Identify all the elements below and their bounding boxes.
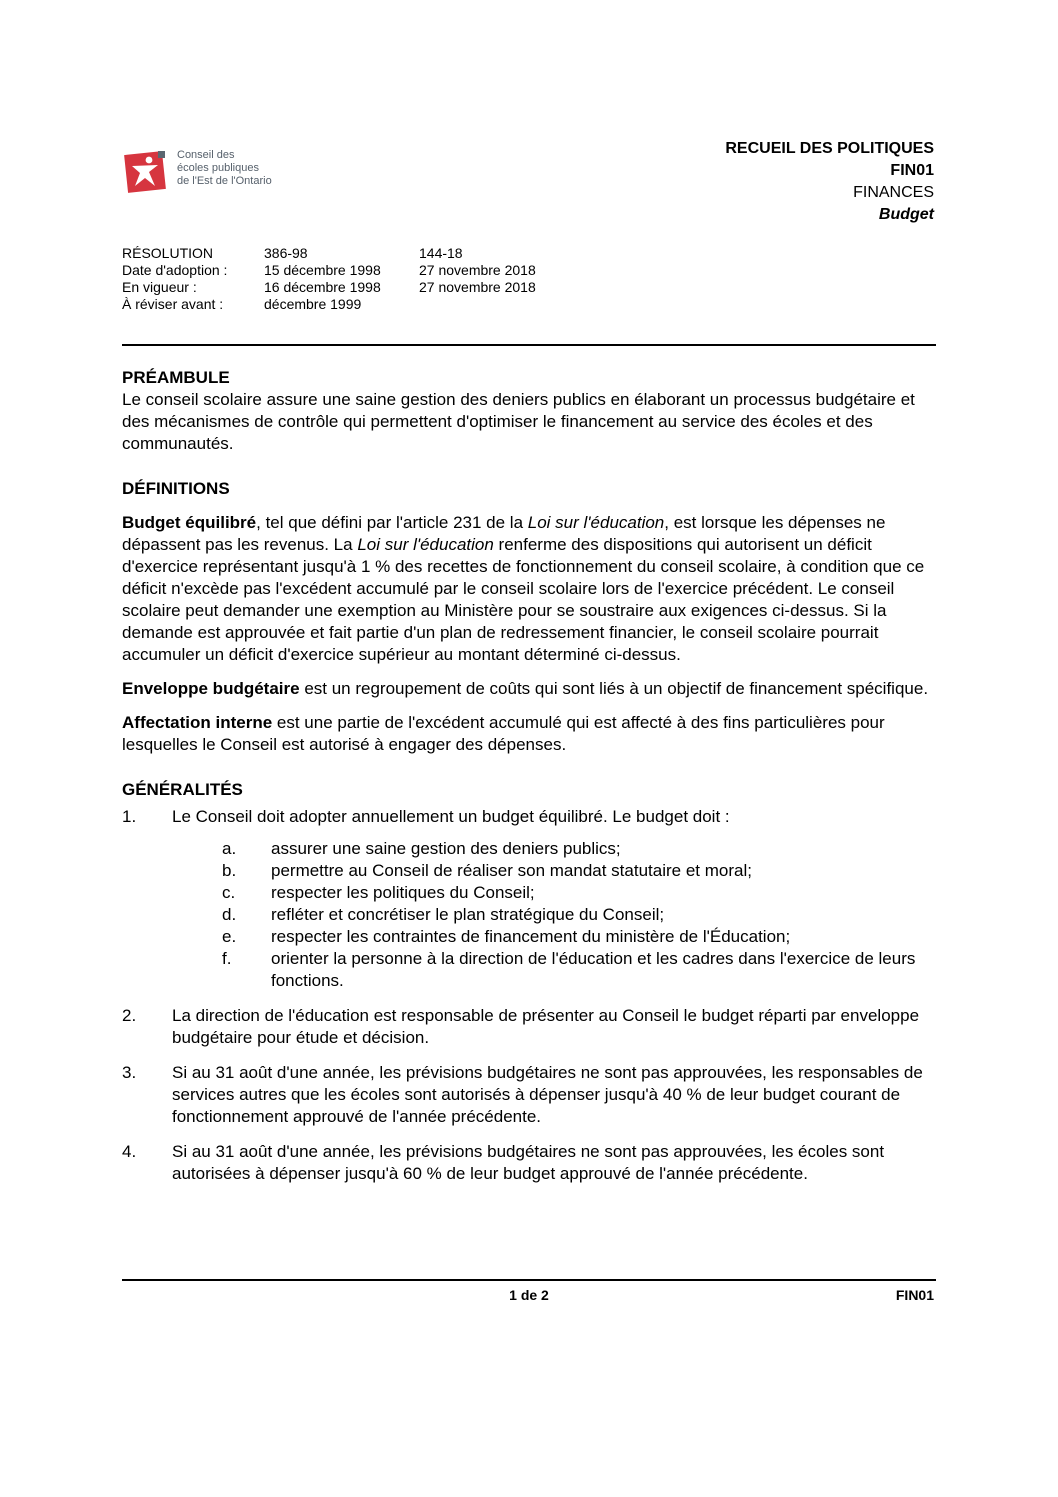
meta-label: Date d'adoption : (122, 262, 228, 278)
sub-item-letter: b. (222, 861, 237, 880)
meta-label: À réviser avant : (122, 296, 224, 312)
collection-title: RECUEIL DES POLITIQUES (725, 140, 934, 157)
sub-item (222, 948, 936, 992)
sub-item-text: assurer une saine gestion des deniers publics; (271, 839, 621, 858)
sub-item (222, 882, 936, 904)
definition-term: Affectation interne (122, 713, 273, 732)
preambule-text: Le conseil scolaire assure une saine gestion des deniers publics en élaborant un processus budgétaire et des mécanismes de contrôle qui permettent d'optimiser le financement au service des écoles et des communautés. (122, 390, 915, 453)
meta-row (122, 296, 579, 313)
logo-line: Conseil des (177, 149, 235, 161)
item-number: 3. (122, 1063, 137, 1082)
item-text: Si au 31 août d'une année, les prévisions budgétaires ne sont pas approuvées, les responsables de services autres que les écoles sont autorisés à dépenser jusqu'à 40 % de leur budget courant de fonctionnement approuvé de l'année précédente. (172, 1063, 923, 1126)
meta-value: 386-98 (264, 245, 308, 261)
section-title-preambule: PRÉAMBULE (122, 368, 230, 387)
item-number: 1. (122, 807, 137, 826)
sub-item-letter: c. (222, 883, 236, 902)
logo-wordmark (177, 149, 272, 188)
meta-value: 16 décembre 1998 (264, 279, 381, 295)
logo-line: de l'Est de l'Ontario (177, 175, 272, 187)
meta-value: décembre 1999 (264, 296, 362, 312)
policy-code: FIN01 (890, 162, 934, 179)
definition-enveloppe-budgetaire (122, 678, 936, 700)
sub-item (222, 860, 936, 882)
meta-row (122, 279, 579, 296)
law-reference: Loi sur l'éducation (357, 535, 494, 554)
definition-budget-equilibre (122, 512, 936, 666)
organization-logo (122, 141, 322, 196)
sub-item (222, 926, 936, 948)
sub-item-text: refléter et concrétiser le plan stratégique du Conseil; (271, 905, 665, 924)
sub-item (222, 904, 936, 926)
sub-item-letter: d. (222, 905, 237, 924)
sub-item-letter: e. (222, 927, 237, 946)
numbered-item (122, 806, 936, 992)
sub-item-text: permettre au Conseil de réaliser son mandat statutaire et moral; (271, 861, 752, 880)
policy-category: FINANCES (853, 184, 934, 201)
definition-text: renferme des dispositions qui autorisent un déficit d'exercice représentant jusqu'à 1 % des recettes de fonctionnement du conseil scolaire, à condition que ce déficit n'excède pas l'excédent accumulé par le conseil scolaire lors de l'exercice précédent. Le conseil scolaire peut demander une exemption au Ministère pour se soustraire aux exigences ci-dessus. Si la demande est approuvée et fait partie d'un plan de redressement financier, le conseil scolaire pourrait accumuler un déficit d'exercice supérieur au montant déterminé ci-dessus. (122, 535, 925, 664)
item-number: 4. (122, 1142, 137, 1161)
definition-text: est un regroupement de coûts qui sont liés à un objectif de financement spécifique. (299, 679, 929, 698)
resolution-table (122, 245, 579, 313)
item-text: Si au 31 août d'une année, les prévisions budgétaires ne sont pas approuvées, les écoles sont autorisées à dépenser jusqu'à 60 % de leur budget approuvé de l'année précédente. (172, 1142, 885, 1183)
definition-text: , est lorsque les dépenses ne dépassent pas les revenus. La (122, 513, 886, 554)
meta-label: En vigueur : (122, 279, 197, 295)
definition-term: Enveloppe budgétaire (122, 679, 300, 698)
numbered-item (122, 1005, 936, 1049)
meta-value: 144-18 (419, 245, 463, 261)
item-number: 2. (122, 1006, 137, 1025)
meta-value: 27 novembre 2018 (419, 262, 536, 278)
sub-item-text: respecter les politiques du Conseil; (271, 883, 535, 902)
logo-line: écoles publiques (177, 162, 259, 174)
definition-affectation-interne (122, 712, 936, 756)
item-text: Le Conseil doit adopter annuellement un budget équilibré. Le budget doit : (172, 807, 730, 826)
meta-value: 27 novembre 2018 (419, 279, 536, 295)
sub-item-text: orienter la personne à la direction de l'éducation et les cadres dans l'exercice de leurs fonctions. (271, 949, 916, 990)
meta-row (122, 245, 579, 262)
sub-item-letter: f. (222, 949, 232, 968)
meta-value (419, 296, 579, 313)
meta-row (122, 262, 579, 279)
footer-divider (122, 1279, 936, 1281)
definition-text: , tel que défini par l'article 231 de la (256, 513, 528, 532)
law-reference: Loi sur l'éducation (527, 513, 665, 532)
policy-title: Budget (878, 206, 934, 223)
definition-term: Budget équilibré (122, 513, 257, 532)
numbered-item (122, 1141, 936, 1185)
sub-list (222, 838, 936, 992)
sub-item (222, 838, 936, 860)
ceepeo-star-figure-icon (122, 149, 168, 195)
section-title-generalites: GÉNÉRALITÉS (122, 780, 243, 799)
sub-item-letter: a. (222, 839, 237, 858)
sub-item-text: respecter les contraintes de financement du ministère de l'Éducation; (271, 927, 791, 946)
policy-header (725, 138, 934, 226)
page-number: 1 de 2 (509, 1287, 549, 1303)
section-title-definitions: DÉFINITIONS (122, 479, 230, 498)
meta-value: 15 décembre 1998 (264, 262, 381, 278)
item-text: La direction de l'éducation est responsable de présenter au Conseil le budget réparti par enveloppe budgétaire pour étude et décision. (172, 1006, 920, 1047)
numbered-item (122, 1062, 936, 1128)
definition-text: est une partie de l'excédent accumulé qui est affecté à des fins particulières pour lesquelles le Conseil est autorisé à engager des dépenses. (122, 713, 885, 754)
policy-body (122, 367, 936, 1185)
header-divider (122, 344, 936, 346)
footer-policy-code: FIN01 (895, 1287, 934, 1303)
meta-label: RÉSOLUTION (122, 245, 214, 261)
